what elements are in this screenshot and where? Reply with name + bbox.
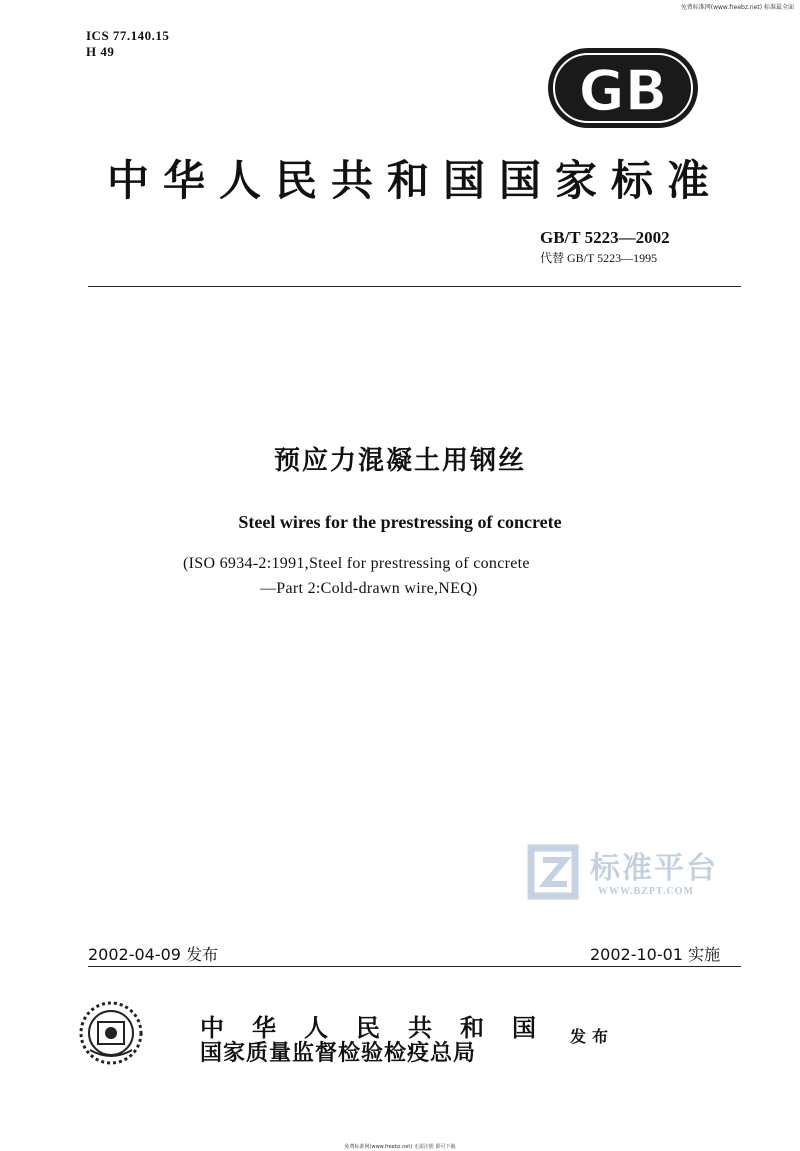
issue-date: 2002-04-09 发布 xyxy=(88,945,219,964)
header-divider xyxy=(88,286,741,287)
issuer-line1: 中华人民共和国 xyxy=(200,1014,564,1042)
bottom-watermark-note: 免费标准网(www.freebz.net) 无需注册 即可下载 xyxy=(344,1144,456,1150)
issuer-line2: 国家质量监督检验检疫总局 xyxy=(200,1041,477,1066)
classification-block xyxy=(86,28,169,60)
iso-reference-line1: (ISO 6934-2:1991,Steel for prestressing of concrete xyxy=(183,555,530,572)
watermark-text: 标准平台 xyxy=(590,851,718,886)
gb-logo xyxy=(548,48,698,132)
gb-logo-text: GB xyxy=(578,59,668,124)
top-watermark-note: 免费标准网(www.freebz.net) 标准最全面 xyxy=(680,4,794,11)
iso-reference-line2: —Part 2:Cold-drawn wire,NEQ) xyxy=(260,580,478,597)
class-code: H 49 xyxy=(86,44,115,59)
chinese-title: 预应力混凝土用钢丝 xyxy=(273,446,526,476)
national-standard-title: 中华人民共和国国家标准 xyxy=(106,156,723,205)
publish-label: 发布 xyxy=(570,1027,615,1046)
watermark-logo-icon xyxy=(525,842,585,906)
standard-number: GB/T 5223—2002 xyxy=(540,228,670,247)
official-seal-icon xyxy=(78,1000,144,1070)
english-title: Steel wires for the prestressing of concrete xyxy=(238,512,562,532)
footer-divider xyxy=(88,966,741,967)
watermark-url: WWW.BZPT.COM xyxy=(598,886,694,897)
effective-date: 2002-10-01 实施 xyxy=(590,945,721,964)
ics-code: ICS 77.140.15 xyxy=(86,28,170,43)
replaces-standard: 代替 GB/T 5223—1995 xyxy=(540,251,658,265)
